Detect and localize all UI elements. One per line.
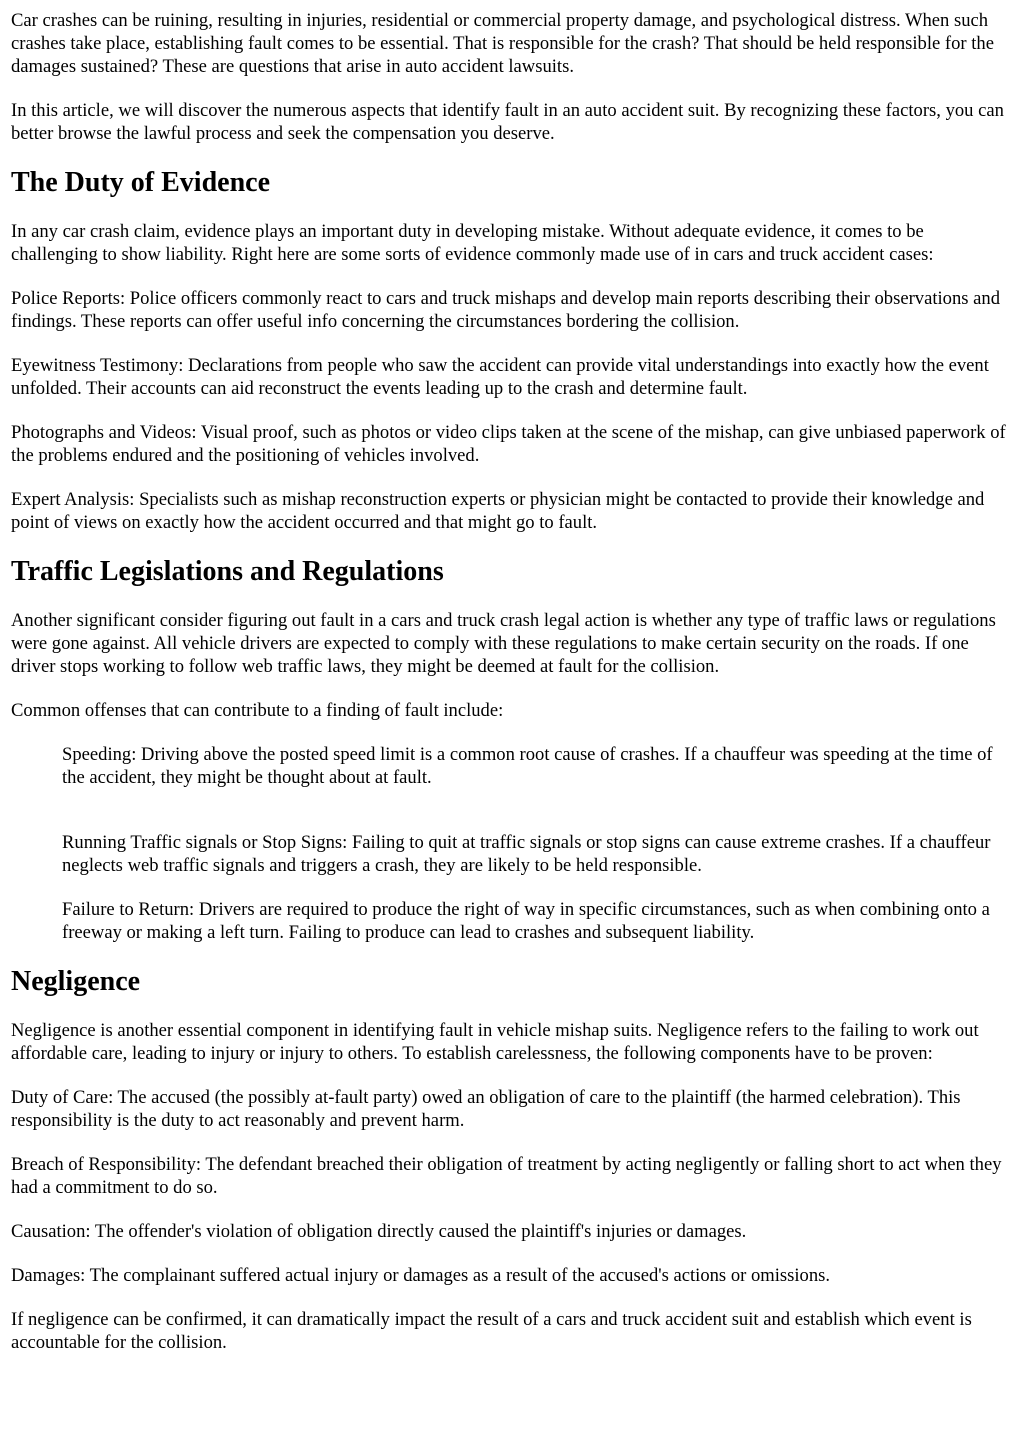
section-heading-evidence: The Duty of Evidence xyxy=(11,167,270,198)
evidence-item-eyewitness: Eyewitness Testimony: Declarations from people who saw the accident can provide vital understandings into exactly how the event unfolded. Their accounts can aid reconstruct the events leading up to the crash and determine fault. xyxy=(11,355,989,399)
evidence-item-photographs: Photographs and Videos: Visual proof, such as photos or video clips taken at the scene of the mishap, can give unbiased paperwork of the problems endured and the positioning of vehicles involved. xyxy=(11,422,1006,466)
negligence-item-breach: Breach of Responsibility: The defendant breached their obligation of treatment by acting negligently or falling short to act when they had a commitment to do so. xyxy=(11,1154,1002,1198)
section-heading-traffic: Traffic Legislations and Regulations xyxy=(11,556,444,587)
section-heading-negligence: Negligence xyxy=(11,966,141,997)
negligence-item-causation: Causation: The offender's violation of obligation directly caused the plaintiff's injuries or damages. xyxy=(11,1221,747,1242)
negligence-item-duty-of-care: Duty of Care: The accused (the possibly at-fault party) owed an obligation of care to the plaintiff (the harmed celebration). This responsibility is the duty to act reasonably and prevent harm. xyxy=(11,1087,961,1131)
traffic-intro-paragraph: Another significant consider figuring out fault in a cars and truck crash legal action is whether any type of traffic laws or regulations were gone against. All vehicle drivers are expected to comply with these regulations to make certain security on the roads. If one driver stops working to follow web traffic laws, they might be deemed at fault for the collision. xyxy=(11,610,996,677)
evidence-item-expert-analysis: Expert Analysis: Specialists such as mishap reconstruction experts or physician might be contacted to provide their knowledge and point of views on exactly how the accident occurred and that might go to fault. xyxy=(11,489,985,533)
traffic-offenses-blockquote xyxy=(62,743,1013,944)
offense-item-speeding: Speeding: Driving above the posted speed limit is a common root cause of crashes. If a chauffeur was speeding at the time of the accident, they might be thought about at fault. xyxy=(62,744,993,788)
negligence-closing-paragraph: If negligence can be confirmed, it can dramatically impact the result of a cars and truck accident suit and establish which event is accountable for the collision. xyxy=(11,1309,972,1353)
evidence-item-police-reports: Police Reports: Police officers commonly react to cars and truck mishaps and develop main reports describing their observations and findings. These reports can offer useful info concerning the circumstances bordering the collision. xyxy=(11,288,1000,332)
evidence-intro-paragraph: In any car crash claim, evidence plays an important duty in developing mistake. Without adequate evidence, it comes to be challenging to show liability. Right here are some sorts of evidence commonly made use of in cars and truck accident cases: xyxy=(11,221,934,265)
intro-paragraph-2: In this article, we will discover the numerous aspects that identify fault in an auto accident suit. By recognizing these factors, you can better browse the lawful process and seek the compensation you deserve. xyxy=(11,100,1004,144)
offense-item-running-signals: Running Traffic signals or Stop Signs: Failing to quit at traffic signals or stop signs can cause extreme crashes. If a chauffeur neglects web traffic signals and triggers a crash, they are likely to be held responsible. xyxy=(62,832,991,876)
negligence-intro-paragraph: Negligence is another essential component in identifying fault in vehicle mishap suits. Negligence refers to the failing to work out affordable care, leading to injury or injury to others. To establish carelessness, the following components have to be proven: xyxy=(11,1020,979,1064)
traffic-lead-paragraph: Common offenses that can contribute to a finding of fault include: xyxy=(11,700,504,721)
offense-item-failure-to-yield: Failure to Return: Drivers are required to produce the right of way in specific circumstances, such as when combining onto a freeway or making a left turn. Failing to produce can lead to crashes and subsequent liability. xyxy=(62,899,990,943)
negligence-item-damages: Damages: The complainant suffered actual injury or damages as a result of the accused's actions or omissions. xyxy=(11,1265,830,1286)
intro-paragraph-1: Car crashes can be ruining, resulting in injuries, residential or commercial property damage, and psychological distress. When such crashes take place, establishing fault comes to be essential. That is responsible for the crash? That should be held responsible for the damages sustained? These are questions that arise in auto accident lawsuits. xyxy=(11,10,994,77)
